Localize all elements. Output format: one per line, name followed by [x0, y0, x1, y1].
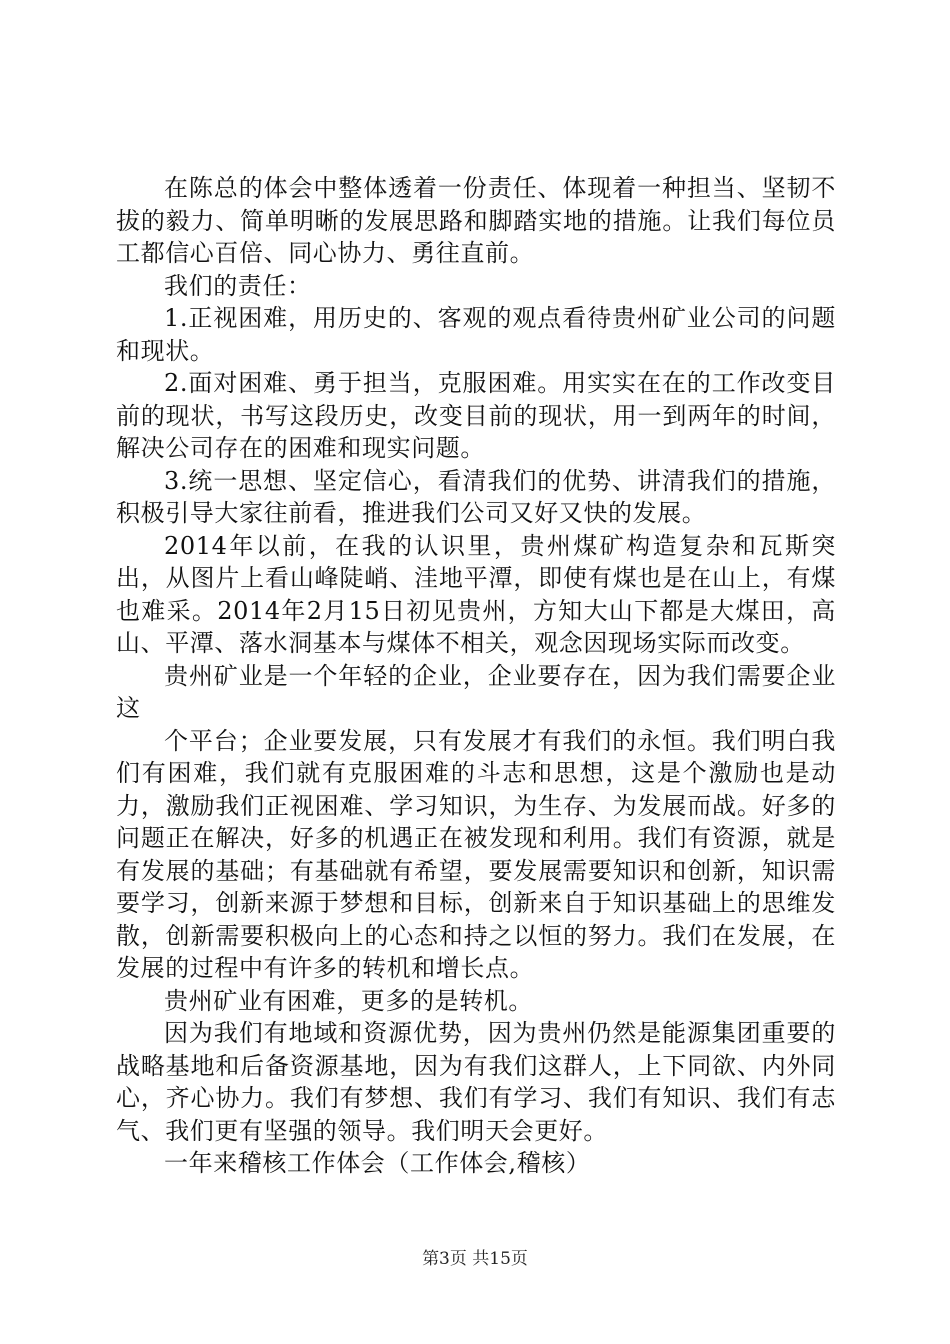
paragraph-item-2: 2.面对困难、勇于担当，克服困难。用实实在在的工作改变目前的现状，书写这段历史，改变目前的现状，用一到两年的时间，解决公司存在的困难和现实问题。 — [116, 369, 836, 462]
paragraph-turning-point: 贵州矿业有困难，更多的是转机。 — [164, 986, 533, 1015]
paragraph-audit-title: 一年来稽核工作体会（工作体会,稽核） — [164, 1149, 591, 1177]
paragraph-advantages: 因为我们有地域和资源优势，因为贵州仍然是能源集团重要的战略基地和后备资源基地，因为有我们这群人，上下同欲、内外同心，齐心协力。我们有梦想、我们有学习、我们有知识、我们有志气、我们更有坚强的领导。我们明天会更好。 — [116, 1019, 836, 1145]
paragraph-platform: 个平台；企业要发展，只有发展才有我们的永恒。我们明白我们有困难，我们就有克服困难的斗志和思想，这是个激励也是动力，激励我们正视困难、学习知识，为生存、为发展而战。好多的问题正在解决，好多的机遇正在被发现和利用。我们有资源，就是有发展的基础；有基础就有希望，要发展需要知识和创新，知识需要学习，创新来源于梦想和目标，创新来自于知识基础上的思维发散，创新需要积极向上的心态和持之以恒的努力。我们在发展，在发展的过程中有许多的转机和增长点。 — [116, 726, 836, 982]
paragraph-item-3: 3.统一思想、坚定信心，看清我们的优势、讲清我们的措施，积极引导大家往前看，推进我们公司又好又快的发展。 — [116, 466, 836, 527]
paragraph-item-1: 1.正视困难，用历史的、客观的观点看待贵州矿业公司的问题和现状。 — [116, 304, 836, 365]
paragraph-summary: 在陈总的体会中整体透着一份责任、体现着一种担当、坚韧不拔的毅力、简单明晰的发展思路和脚踏实地的措施。让我们每位员工都信心百倍、同心协力、勇往直前。 — [116, 174, 836, 267]
page-footer: 第3页 共15页 — [422, 1249, 528, 1269]
paragraph-2014: 2014年以前，在我的认识里，贵州煤矿构造复杂和瓦斯突出，从图片上看山峰陡峭、洼地平潭，即使有煤也是在山上，有煤也难采。2014年2月15日初见贵州，方知大山下都是大煤田，高山、平潭、落水洞基本与煤体不相关，观念因现场实际而改变。 — [116, 531, 836, 657]
paragraph-responsibility-heading: 我们的责任： — [164, 271, 312, 300]
paragraph-young-enterprise: 贵州矿业是一个年轻的企业，企业要存在，因为我们需要企业这 — [116, 661, 836, 722]
document-body — [116, 172, 836, 1180]
